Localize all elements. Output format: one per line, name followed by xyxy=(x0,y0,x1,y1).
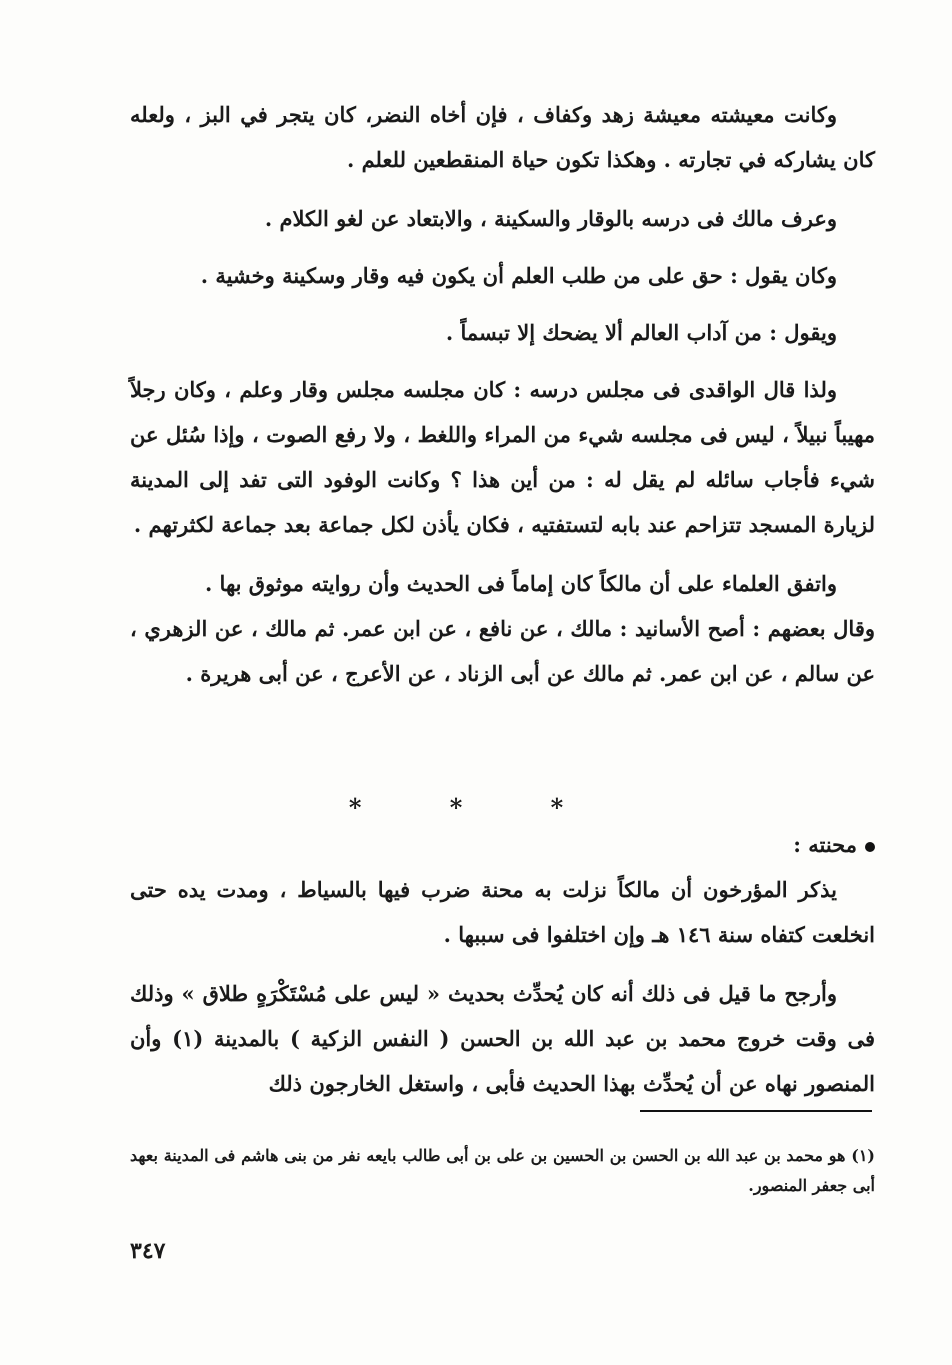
paragraph-waqidi: ولذا قال الواقدى فى مجلس درسه : كان مجلسه مجلس وقار وعلم ، وكان رجلاً مهيباً نبيلاً ، ليس فى مجلسه شيء من المراء واللغط ، ولا رفع الصوت ، وإذا سُئل عن شيء فأجاب سائله لم يقل له : من أين هذا ؟ وكانت الوفود التى تفد إلى المدينة لزيارة المسجد تتزاحم عند بابه لتستفتيه ، فكان يأذن لكل جماعة بعد جماعة لكثرتهم . xyxy=(130,377,875,537)
page-number: ٣٤٧ xyxy=(130,1238,166,1264)
paragraph-reason: وأرجح ما قيل فى ذلك أنه كان يُحدِّث بحديث « ليس على مُسْتَكْرَهٍ طلاق » وذلك فى وقت خروج محمد بن عبد الله بن الحسن ( النفس الزكية ) بالمدينة (١) وأن المنصور نهاه عن أن يُحدِّث بهذا الحديث فأبى ، واستغل الخارجون ذلك xyxy=(130,981,875,1096)
paragraph-dignity: وعرف مالك فى درسه بالوقار والسكينة ، والابتعاد عن لغو الكلام . xyxy=(264,206,837,231)
section-heading-text: محنته : xyxy=(793,832,857,857)
footnote: (١) هو محمد بن عبد الله بن الحسن بن الحسين بن على بن أبى طالب بايعه نفر من بنى هاشم فى المدينة بعهد أبى جعفر المنصور. xyxy=(130,1146,875,1195)
paragraph-livelihood: وكانت معيشته معيشة زهد وكفاف ، فإن أخاه النضر، كان يتجر في البز ، ولعله كان يشاركه في تجارته . وهكذا تكون حياة المنقطعين للعلم . xyxy=(130,102,875,172)
section-heading-ordeal xyxy=(130,822,875,867)
footnote-divider xyxy=(640,1110,872,1112)
paragraph-saying-2: ويقول : من آداب العالم ألا يضحك إلا تبسماً . xyxy=(445,320,837,345)
paragraph-saying-1: وكان يقول : حق على من طلب العلم أن يكون فيه وقار وسكينة وخشية . xyxy=(200,263,837,288)
paragraph-consensus: واتفق العلماء على أن مالكاً كان إماماً فى الحديث وأن روايته موثوق بها . xyxy=(204,571,837,596)
main-text-upper xyxy=(130,92,875,696)
section-separator: * * * xyxy=(348,793,604,822)
main-text-lower xyxy=(130,822,875,1106)
bullet-icon xyxy=(865,842,875,852)
paragraph-ordeal: يذكر المؤرخون أن مالكاً نزلت به محنة ضرب فيها بالسياط ، ومدت يده حتى انخلعت كتفاه سنة ١٤٦ هـ وإن اختلفوا فى سببها . xyxy=(130,877,875,947)
paragraph-isnad: وقال بعضهم : أصح الأسانيد : مالك ، عن نافع ، عن ابن عمر. ثم مالك ، عن الزهري ، عن سالم ، عن ابن عمر. ثم مالك عن أبى الزناد ، عن الأعرج ، عن أبى هريرة . xyxy=(130,616,875,686)
